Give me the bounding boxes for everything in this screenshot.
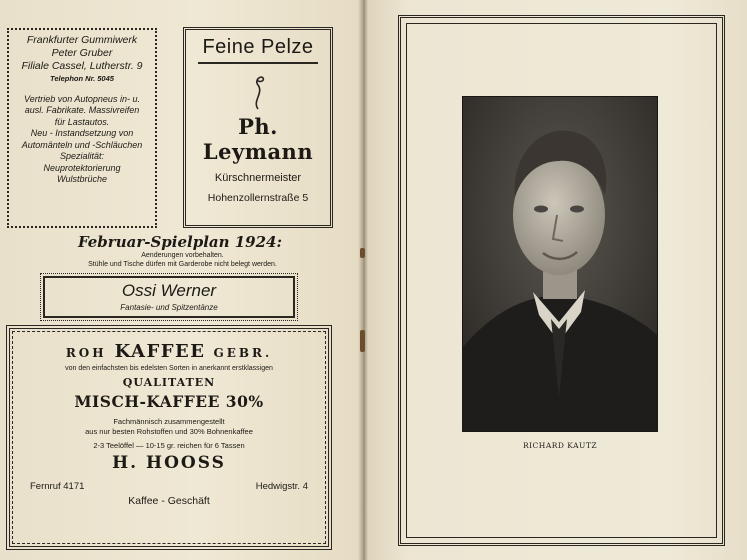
ad-kaffee-line: aus nur besten Rohstoffen und 30% Bohnenkaffee [85, 427, 253, 436]
ad-kaffee-quality: QUALITATEN [122, 376, 216, 389]
performer-name: Ossi Werner [121, 281, 217, 300]
ad-kaffee-misch: MISCH-KAFFEE 30% [74, 392, 264, 411]
flourish-ornament-icon [190, 70, 326, 112]
ad-gummiwerk-branch: Filiale Cassel, Lutherstr. 9 [21, 60, 143, 72]
ad-gummiwerk-phone: Telephon Nr. 5045 [50, 74, 114, 83]
ad-kaffee-gebr: GEBR. [213, 346, 273, 360]
ad-kaffee-line: Fachmännisch zusammengestellt [113, 417, 225, 426]
ad-gummiwerk [7, 28, 157, 228]
ad-gummiwerk-text-line: Neu - Instandsetzung von [30, 128, 134, 138]
portrait-photo [462, 96, 658, 432]
divider [198, 62, 318, 64]
ad-pelze-profession: Kürschnermeister [214, 172, 302, 184]
ad-kaffee-line: von den einfachsten bis edelsten Sorten in anerkannt erstklassigen [65, 365, 273, 372]
ad-kaffee-contact [10, 481, 328, 492]
ad-kaffee-title: KAFFEE [114, 341, 206, 362]
program-note-line: Stühle und Tische dürfen mit Garderobe nicht belegt werden. [88, 260, 277, 268]
ad-kaffee-header [10, 341, 328, 362]
staple-hole [360, 248, 365, 258]
ad-gummiwerk-text-line: ausl. Fabrikate. Massivreifen [24, 105, 140, 115]
ad-pelze-firm: Ph. Leymann [202, 114, 314, 164]
ad-pelze-headline: Feine Pelze [202, 36, 314, 58]
ad-gummiwerk-text-line: Wulstbrüche [56, 174, 108, 184]
ad-pelze-address: Hohenzollernstraße 5 [207, 192, 309, 204]
ad-gummiwerk-text-line: für Lastautos. [54, 116, 110, 127]
ad-kaffee-line: 2-3 Teelöffel — 10-15 gr. reichen für 6 Tassen [93, 441, 245, 450]
performer-box [43, 276, 295, 318]
performer-act: Fantasie- und Spitzentänze [120, 303, 218, 312]
ad-pelze [183, 27, 333, 228]
portrait-caption: RICHARD KAUTZ [522, 441, 598, 450]
ad-gummiwerk-owner: Peter Gruber [51, 47, 113, 59]
program-note [20, 252, 345, 269]
ad-gummiwerk-text-line: Vertrieb von Autopneus in- u. [24, 93, 140, 104]
ad-gummiwerk-text-line: Spezialität: [59, 151, 105, 161]
ad-gummiwerk-name: Frankfurter Gummiwerk [26, 34, 138, 46]
ad-kaffee-phone: Fernruf 4171 [30, 481, 85, 492]
staple-hole [360, 330, 365, 352]
ad-kaffee [6, 325, 332, 550]
ad-gummiwerk-text-line: Neuprotektorierung [43, 162, 121, 173]
ad-kaffee-street: Hedwigstr. 4 [255, 481, 308, 492]
program-title: Februar-Spielplan 1924: [77, 233, 283, 251]
ad-kaffee-roh: ROH [65, 346, 107, 360]
center-fold [358, 0, 368, 560]
ad-gummiwerk-text-line: Automänteln und -Schläuchen [21, 139, 143, 150]
ad-kaffee-firm: H. HOOSS [112, 453, 226, 473]
ad-kaffee-shop: Kaffee - Geschäft [128, 495, 210, 507]
program-note-line: Aenderungen vorbehalten. [141, 252, 224, 259]
